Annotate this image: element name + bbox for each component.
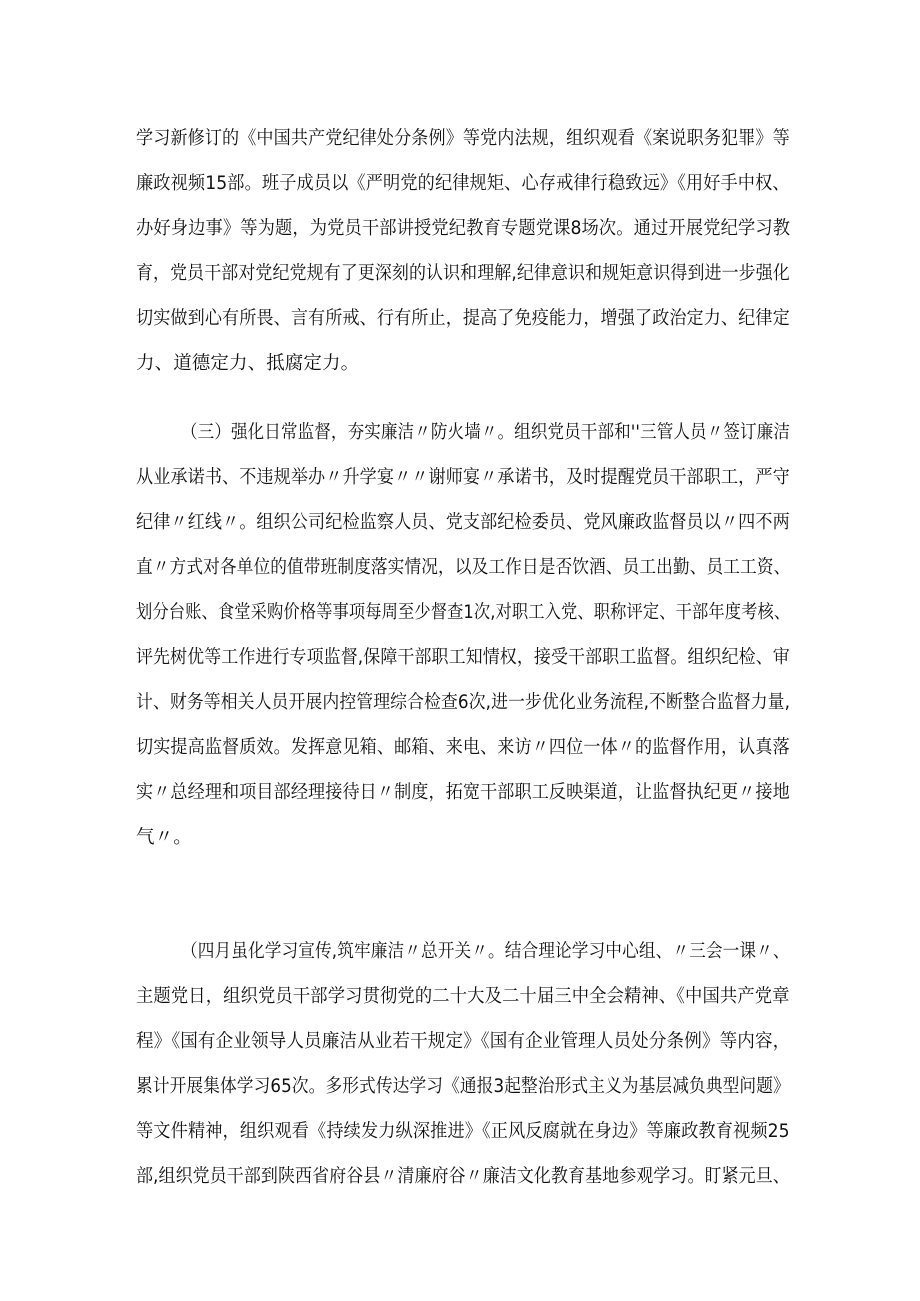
text-line: 划分台账、食堂采购价格等事项每周至少督查1次,对职工入党、职称评定、干部年度考核、 [136,602,791,623]
text-line: 学习新修订的《中国共产党纪律处分条例》等党内法规，组织观看《案说职务犯罪》等 [136,128,790,149]
paragraph-heading-line: （四月虽化学习宣传,筑牢廉洁〃总开关〃。结合理论学习中心组、〃三会一课〃、 [181,941,790,962]
text-line: 育，党员干部对党纪党规有了更深刻的认识和理解,纪律意识和规矩意识得到进一步强化 [136,263,790,284]
text-line: 力、道德定力、抵腐定力。 [136,353,360,374]
text-line: 切实提高监督质效。发挥意见箱、邮箱、来电、来访〃四位一体〃的监督作用，认真落 [136,737,790,758]
text-line: 部,组织党员干部到陕西省府谷县〃清廉府谷〃廉洁文化教育基地参观学习。盯紧元旦、 [136,1166,790,1187]
text-line: 实〃总经理和项目部经理接待日〃制度，拓宽干部职工反映渠道，让监督执纪更〃接地 [136,782,790,803]
text-line: 主题党日，组织党员干部学习贯彻党的二十大及二十届三中全会精神、《中国共产党章 [136,986,790,1007]
text-line: 从业承诺书、不违规举办〃升学宴〃〃谢师宴〃承诺书，及时提醒党员干部职工，严守 [136,467,790,488]
text-line: 程》《国有企业领导人员廉洁从业若干规定》《国有企业管理人员处分条例》等内容， [136,1031,791,1052]
text-line: 计、财务等相关人员开展内控管理综合检查6次,进一步优化业务流程,不断整合监督力量, [136,692,791,713]
text-line: 办好身边事》等为题，为党员干部讲授党纪教育专题党课8场次。通过开展党纪学习教 [136,218,791,239]
text-line: 廉政视频15部。班子成员以《严明党的纪律规矩、心存戒律行稳致远》《用好手中权、 [136,173,790,194]
text-line: 等文件精神，组织观看《持续发力纵深推进》《正风反腐就在身边》等廉政教育视频25 [136,1121,790,1142]
paragraph-heading-line: （三）强化日常监督，夯实廉洁〃防火墙〃。组织党员干部和''三管人员〃签订廉洁 [181,422,790,443]
text-line: 评先树优等工作进行专项监督,保障干部职工知情权，接受干部职工监督。组织纪检、审 [136,647,790,668]
text-line: 切实做到心有所畏、言有所戒、行有所止，提高了免疫能力，增强了政治定力、纪律定 [136,308,790,329]
text-line: 纪律〃红线〃。组织公司纪检监察人员、党支部纪检委员、党风廉政监督员以〃四不两 [136,512,790,533]
text-line: 累计开展集体学习65次。多形式传达学习《通报3起整治形式主义为基层减负典型问题》 [136,1076,790,1097]
text-line: 气〃。 [136,827,192,848]
text-line: 直〃方式对各单位的值带班制度落实情况，以及工作日是否饮酒、员工出勤、员工工资、 [136,557,791,578]
